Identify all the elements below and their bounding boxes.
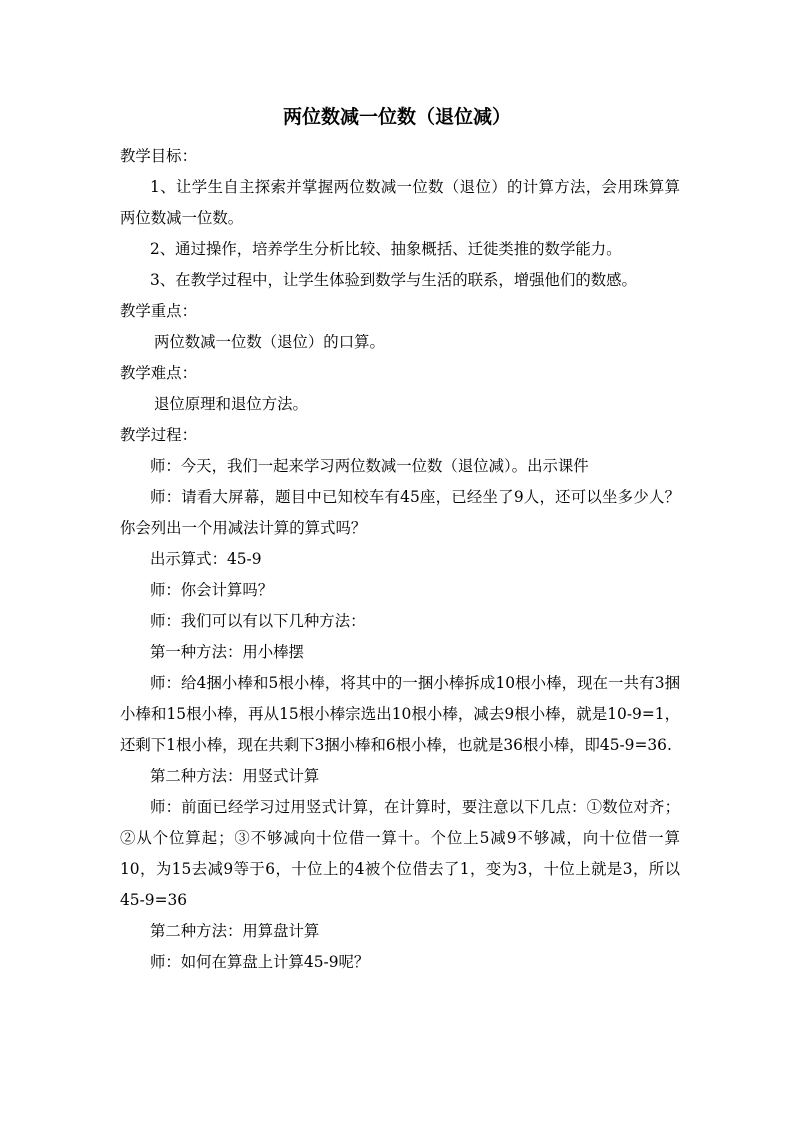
process-paragraph: 师：如何在算盘上计算45-9呢？: [150, 953, 370, 971]
process-paragraph: 师：今天，我们一起来学习两位数减一位数（退位减）。出示课件: [150, 457, 589, 475]
method-heading: 第一种方法：用小棒摆: [150, 643, 304, 661]
objective-1: 1、让学生自主探索并掌握两位数减一位数（退位）的计算方法，会用珠算算两位数减一位数。: [120, 178, 680, 227]
process-paragraph: 师：我们可以有以下几种方法：: [150, 612, 366, 630]
method-heading: 第二种方法：用竖式计算: [150, 767, 320, 785]
process-paragraph: 师：你会计算吗？: [150, 581, 274, 599]
process-paragraph: 师：前面已经学习过用竖式计算，在计算时，要注意以下几点：①数位对齐；②从个位算起；③不够减向十位借一算十。个位上5减9不够减，向十位借一算10，为15去减9等于6，十位上的4被个位借去了1，变为3，十位上就是3，所以45-9=36: [120, 798, 680, 909]
heading-difficulties: 教学难点：: [120, 364, 197, 382]
process-paragraph: 出示算式：45-9: [150, 550, 262, 568]
heading-key-points: 教学重点：: [120, 302, 197, 320]
document-body: [120, 141, 680, 978]
heading-process: 教学过程：: [120, 426, 197, 444]
process-paragraph: 师：给4捆小棒和5根小棒，将其中的一捆小棒拆成10根小棒，现在一共有3捆小棒和15根小棒，再从15根小棒宗选出10根小棒，减去9根小棒，就是10-9=1，还剩下1根小棒，现在共剩下3捆小棒和6根小棒，也就是36根小棒，即45-9=36.: [120, 674, 680, 754]
document-title: 两位数减一位数（退位减）: [282, 106, 511, 128]
difficulty-text: 退位原理和退位方法。: [154, 395, 308, 413]
method-heading: 第二种方法：用算盘计算: [150, 922, 320, 940]
objective-3: 3、在教学过程中，让学生体验到数学与生活的联系，增强他们的数感。: [150, 271, 637, 289]
objective-2: 2、通过操作，培养学生分析比较、抽象概括、迁徙类推的数学能力。: [150, 240, 622, 258]
heading-objectives: 教学目标：: [120, 147, 197, 165]
process-paragraph: 师：请看大屏幕，题目中已知校车有45座，已经坐了9人，还可以坐多少人？你会列出一个用减法计算的算式吗？: [120, 488, 680, 537]
key-point-text: 两位数减一位数（退位）的口算。: [154, 333, 385, 351]
